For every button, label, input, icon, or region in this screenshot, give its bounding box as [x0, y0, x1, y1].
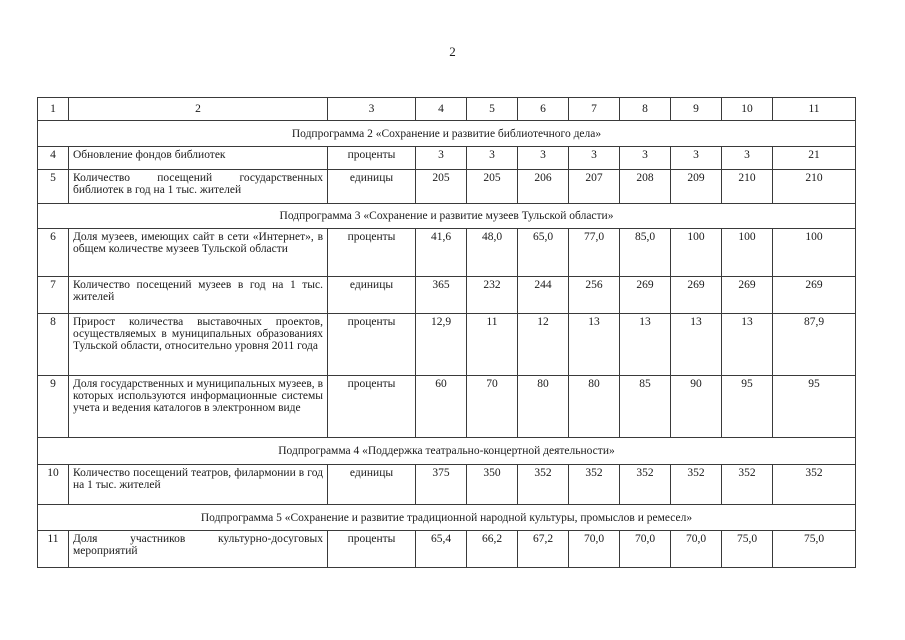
row-number: 8	[38, 314, 69, 376]
header-cell: 4	[416, 98, 467, 121]
header-cell: 10	[722, 98, 773, 121]
value-cell: 350	[467, 465, 518, 505]
indicator-name: Количество посещений музеев в год на 1 тыс. жителей	[69, 277, 328, 314]
value-cell: 3	[467, 147, 518, 170]
value-cell: 208	[620, 170, 671, 204]
value-cell: 75,0	[722, 531, 773, 568]
row-number: 10	[38, 465, 69, 505]
value-cell: 13	[722, 314, 773, 376]
value-cell: 269	[722, 277, 773, 314]
row-number: 4	[38, 147, 69, 170]
value-cell: 244	[518, 277, 569, 314]
value-cell: 66,2	[467, 531, 518, 568]
indicator-name: Обновление фондов библиотек	[69, 147, 328, 170]
header-cell: 6	[518, 98, 569, 121]
value-cell: 352	[773, 465, 856, 505]
value-cell: 60	[416, 376, 467, 438]
value-cell: 85	[620, 376, 671, 438]
unit-cell: проценты	[328, 147, 416, 170]
row-number: 11	[38, 531, 69, 568]
header-cell: 1	[38, 98, 69, 121]
table-row	[38, 314, 856, 376]
value-cell: 352	[620, 465, 671, 505]
table-row	[38, 229, 856, 277]
unit-cell: проценты	[328, 531, 416, 568]
value-cell: 95	[773, 376, 856, 438]
table-row	[38, 170, 856, 204]
indicator-name: Количество посещений государственных библиотек в год на 1 тыс. жителей	[69, 170, 328, 204]
value-cell: 75,0	[773, 531, 856, 568]
row-number: 6	[38, 229, 69, 277]
table-row	[38, 376, 856, 438]
value-cell: 87,9	[773, 314, 856, 376]
subprogram-heading-row	[38, 121, 856, 147]
value-cell: 3	[671, 147, 722, 170]
unit-cell: проценты	[328, 229, 416, 277]
header-cell: 9	[671, 98, 722, 121]
value-cell: 90	[671, 376, 722, 438]
value-cell: 205	[467, 170, 518, 204]
value-cell: 352	[722, 465, 773, 505]
value-cell: 77,0	[569, 229, 620, 277]
header-cell: 3	[328, 98, 416, 121]
value-cell: 3	[722, 147, 773, 170]
value-cell: 269	[773, 277, 856, 314]
page-number: 2	[449, 44, 456, 59]
subprogram-heading: Подпрограмма 4 «Поддержка театрально-концертной деятельности»	[38, 438, 856, 465]
indicator-name: Доля участников культурно-досуговых мероприятий	[69, 531, 328, 568]
indicator-name: Доля государственных и муниципальных музеев, в которых используются информационные системы учета и ведения каталогов в электронном виде	[69, 376, 328, 438]
value-cell: 3	[569, 147, 620, 170]
value-cell: 352	[518, 465, 569, 505]
subprogram-heading-row	[38, 505, 856, 531]
unit-cell: единицы	[328, 465, 416, 505]
table-row	[38, 465, 856, 505]
indicator-name: Количество посещений театров, филармонии в год на 1 тыс. жителей	[69, 465, 328, 505]
indicator-name: Доля музеев, имеющих сайт в сети «Интернет», в общем количестве музеев Тульской области	[69, 229, 328, 277]
value-cell: 48,0	[467, 229, 518, 277]
value-cell: 209	[671, 170, 722, 204]
indicators-table	[37, 97, 856, 568]
value-cell: 65,0	[518, 229, 569, 277]
header-cell: 2	[69, 98, 328, 121]
value-cell: 3	[620, 147, 671, 170]
value-cell: 365	[416, 277, 467, 314]
value-cell: 12	[518, 314, 569, 376]
value-cell: 85,0	[620, 229, 671, 277]
value-cell: 11	[467, 314, 518, 376]
value-cell: 65,4	[416, 531, 467, 568]
header-cell: 8	[620, 98, 671, 121]
unit-cell: проценты	[328, 376, 416, 438]
value-cell: 21	[773, 147, 856, 170]
unit-cell: единицы	[328, 277, 416, 314]
subprogram-heading: Подпрограмма 3 «Сохранение и развитие музеев Тульской области»	[38, 204, 856, 229]
subprogram-heading: Подпрограмма 5 «Сохранение и развитие традиционной народной культуры, промыслов и ремесел»	[38, 505, 856, 531]
value-cell: 352	[671, 465, 722, 505]
subprogram-heading: Подпрограмма 2 «Сохранение и развитие библиотечного дела»	[38, 121, 856, 147]
value-cell: 100	[722, 229, 773, 277]
value-cell: 256	[569, 277, 620, 314]
value-cell: 3	[518, 147, 569, 170]
table-row	[38, 531, 856, 568]
value-cell: 67,2	[518, 531, 569, 568]
row-number: 7	[38, 277, 69, 314]
value-cell: 100	[671, 229, 722, 277]
table-row	[38, 277, 856, 314]
value-cell: 232	[467, 277, 518, 314]
value-cell: 13	[620, 314, 671, 376]
value-cell: 207	[569, 170, 620, 204]
value-cell: 210	[773, 170, 856, 204]
indicator-name: Прирост количества выставочных проектов, осуществляемых в муниципальных образованиях Тульской области, относительно уровня 2011 года	[69, 314, 328, 376]
value-cell: 375	[416, 465, 467, 505]
unit-cell: единицы	[328, 170, 416, 204]
header-row	[38, 98, 856, 121]
value-cell: 210	[722, 170, 773, 204]
table-row	[38, 147, 856, 170]
value-cell: 3	[416, 147, 467, 170]
row-number: 5	[38, 170, 69, 204]
value-cell: 205	[416, 170, 467, 204]
subprogram-heading-row	[38, 204, 856, 229]
header-cell: 11	[773, 98, 856, 121]
value-cell: 70,0	[569, 531, 620, 568]
value-cell: 41,6	[416, 229, 467, 277]
subprogram-heading-row	[38, 438, 856, 465]
value-cell: 80	[569, 376, 620, 438]
row-number: 9	[38, 376, 69, 438]
value-cell: 95	[722, 376, 773, 438]
value-cell: 70	[467, 376, 518, 438]
value-cell: 206	[518, 170, 569, 204]
value-cell: 12,9	[416, 314, 467, 376]
value-cell: 80	[518, 376, 569, 438]
value-cell: 269	[671, 277, 722, 314]
value-cell: 352	[569, 465, 620, 505]
header-cell: 5	[467, 98, 518, 121]
unit-cell: проценты	[328, 314, 416, 376]
value-cell: 269	[620, 277, 671, 314]
value-cell: 70,0	[671, 531, 722, 568]
value-cell: 100	[773, 229, 856, 277]
value-cell: 13	[671, 314, 722, 376]
header-cell: 7	[569, 98, 620, 121]
value-cell: 70,0	[620, 531, 671, 568]
value-cell: 13	[569, 314, 620, 376]
